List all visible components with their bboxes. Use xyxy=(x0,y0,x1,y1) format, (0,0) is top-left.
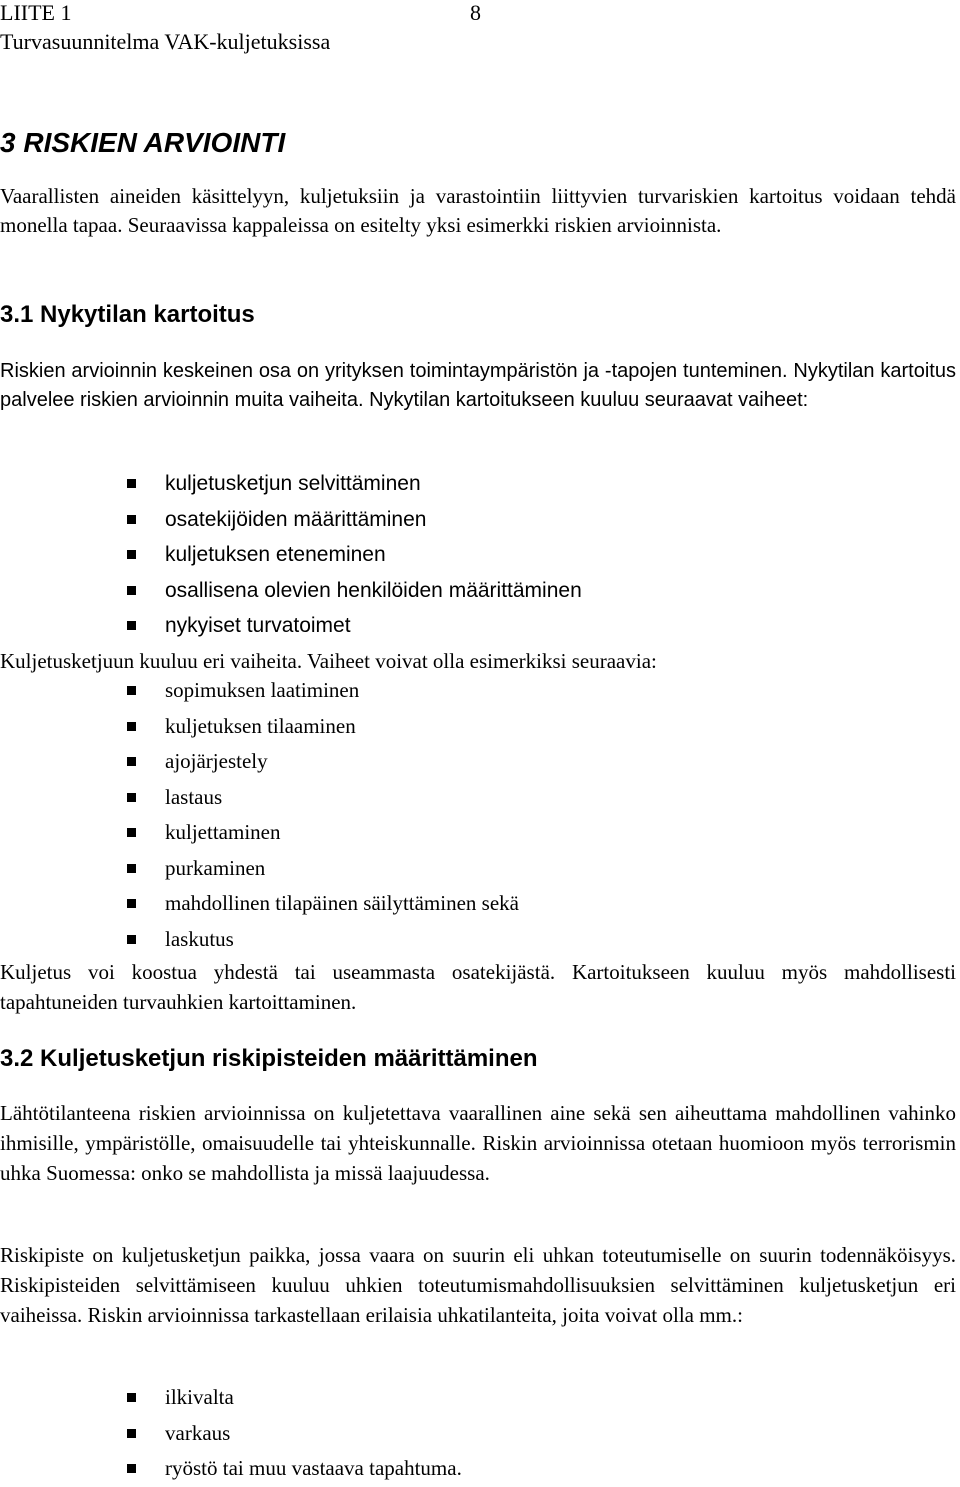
list-item: kuljetuksen eteneminen xyxy=(0,537,582,573)
header-appendix: LIITE 1 xyxy=(0,0,72,25)
list-item: ajojärjestely xyxy=(0,744,519,780)
header-document-title: Turvasuunnitelma VAK-kuljetuksissa xyxy=(0,29,331,54)
section-3-1-paragraph: Riskien arvioinnin keskeinen osa on yrityksen toimintaympäristön ja -tapojen tunteminen. Nykytilan kartoitus palvelee riskien arvioinnin muita vaiheita. Nykytilan kartoitukseen kuuluu seuraavat vaiheet: xyxy=(0,360,956,411)
list-item: osatekijöiden määrittäminen xyxy=(0,502,582,538)
section-3-1-heading: 3.1 Nykytilan kartoitus xyxy=(0,301,255,328)
chain-steps-list xyxy=(0,673,519,957)
list-item: kuljetusketjun selvittäminen xyxy=(0,466,582,502)
section-3-2-paragraph-2: Riskipiste on kuljetusketjun paikka, jossa vaara on suurin eli uhkan toteutumiselle on suurin todennäköisyys. Riskipisteiden selvittämiseen kuuluu uhkien toteutumismahdollisuuksien selvittäminen kuljetusketjun eri vaiheissa. Riskin arvioinnissa tarkastellaan erilaisia uhkatilanteita, joita voivat olla mm.: xyxy=(0,1243,956,1327)
threats-list xyxy=(0,1380,462,1487)
section-3-2-heading: 3.2 Kuljetusketjun riskipisteiden määrittäminen xyxy=(0,1045,538,1072)
list-item: lastaus xyxy=(0,780,519,816)
list-item: mahdollinen tilapäinen säilyttäminen sekä xyxy=(0,886,519,922)
page-number: 8 xyxy=(470,0,481,25)
list-item: sopimuksen laatiminen xyxy=(0,673,519,709)
list-item: kuljetuksen tilaaminen xyxy=(0,709,519,745)
kartoitus-steps-list xyxy=(0,466,582,644)
list-item: osallisena olevien henkilöiden määrittäminen xyxy=(0,573,582,609)
section-3-1-closing: Kuljetus voi koostua yhdestä tai useammasta osatekijästä. Kartoitukseen kuuluu myös mahdollisesti tapahtuneiden turvauhkien kartoittaminen. xyxy=(0,960,956,1014)
list-item: kuljettaminen xyxy=(0,815,519,851)
section-3-heading: 3 RISKIEN ARVIOINTI xyxy=(0,127,286,158)
section-3-2-paragraph-1: Lähtötilanteena riskien arvioinnissa on kuljetettava vaarallinen aine sekä sen aiheuttama mahdollinen vahinko ihmisille, ympäristölle, omaisuudelle tai yhteiskunnalle. Riskin arvioinnissa otetaan huomioon myös terrorismin uhka Suomessa: onko se mahdollista ja missä laajuudessa. xyxy=(0,1101,956,1185)
section-3-intro: Vaarallisten aineiden käsittelyyn, kuljetuksiin ja varastointiin liittyvien turvariskien kartoitus voidaan tehdä monella tapaa. Seuraavissa kappaleissa on esitelty yksi esimerkki riskien arvioinnista. xyxy=(0,184,956,237)
list-item: varkaus xyxy=(0,1416,462,1452)
list-item: purkaminen xyxy=(0,851,519,887)
list-item: laskutus xyxy=(0,922,519,958)
list-item: ilkivalta xyxy=(0,1380,462,1416)
list-item: nykyiset turvatoimet xyxy=(0,608,582,644)
list-item: ryöstö tai muu vastaava tapahtuma. xyxy=(0,1451,462,1487)
chain-intro: Kuljetusketjuun kuuluu eri vaiheita. Vaiheet voivat olla esimerkiksi seuraavia: xyxy=(0,649,657,673)
